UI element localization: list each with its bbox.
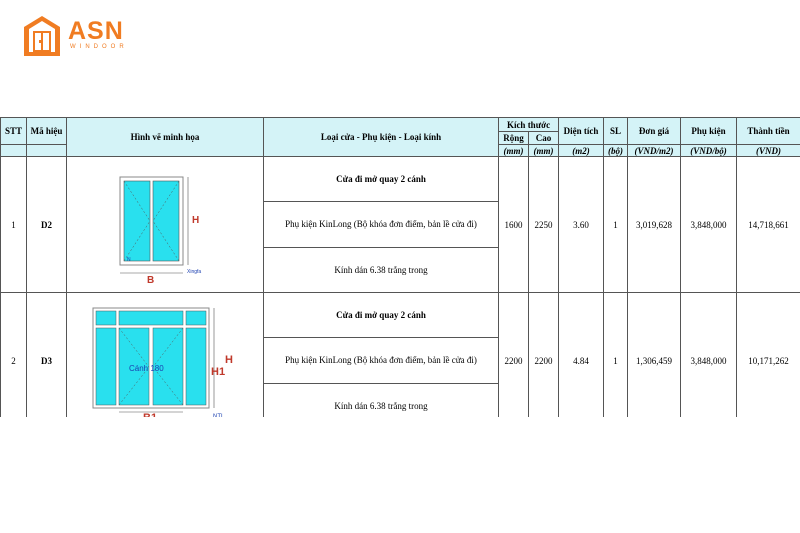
- door-type: Cửa đi mở quay 2 cánh: [264, 293, 499, 338]
- row-code: D3: [27, 293, 67, 429]
- profile-label: Xingfa: [187, 269, 202, 275]
- row-accessory: 3,848,000: [681, 157, 737, 293]
- header-code: Mã hiệu: [27, 118, 67, 145]
- header-unit-price: Đơn giá: [628, 118, 681, 145]
- header-accessory: Phụ kiện: [681, 118, 737, 145]
- row-stt: 1: [1, 157, 27, 293]
- header-width: Rộng: [499, 132, 529, 145]
- brand-name: ASN: [68, 17, 124, 45]
- header-size: Kích thước: [499, 118, 559, 132]
- row-unit-price: 1,306,459: [628, 293, 681, 429]
- dim-b-label: B: [147, 275, 155, 286]
- unit-height: (mm): [529, 145, 559, 157]
- header-type: Loại cửa - Phụ kiện - Loại kính: [264, 118, 499, 157]
- row-accessory: 3,848,000: [681, 293, 737, 429]
- row-code: D2: [27, 157, 67, 293]
- row-area: 3.60: [559, 157, 604, 293]
- house-logo-icon: [22, 14, 62, 58]
- fittings: Phụ kiện KinLong (Bộ khóa đơn điểm, bản lề cửa đi): [264, 202, 499, 247]
- fittings: Phụ kiện KinLong (Bộ khóa đơn điểm, bản lề cửa đi): [264, 338, 499, 383]
- table-row: [1, 293, 800, 338]
- glass: Kính dán 6.38 trắng trong: [264, 247, 499, 292]
- header-row: [1, 118, 800, 132]
- door-drawing-d3: [67, 293, 264, 429]
- unit-stt: [1, 145, 27, 157]
- unit-code: [27, 145, 67, 157]
- leaf-label: Cánh 180: [129, 364, 164, 373]
- door-type: Cửa đi mở quay 2 cánh: [264, 157, 499, 202]
- dim-h-label: H: [192, 215, 200, 226]
- row-area: 4.84: [559, 293, 604, 429]
- door-diagram-d2: [67, 157, 263, 292]
- unit-accessory: (VND/bộ): [681, 145, 737, 157]
- row-height: 2200: [529, 293, 559, 429]
- unit-qty: (bộ): [604, 145, 628, 157]
- unit-area: (m2): [559, 145, 604, 157]
- header-total: Thành tiền: [737, 118, 800, 145]
- door-drawing-d2: [67, 157, 264, 293]
- row-qty: 1: [604, 293, 628, 429]
- brand-tagline: WINDOOR: [70, 44, 128, 50]
- glass: Kính dán 6.38 trắng trong: [264, 383, 499, 428]
- row-width: 1600: [499, 157, 529, 293]
- row-width: 2200: [499, 293, 529, 429]
- page-bottom-blank: [0, 417, 800, 533]
- row-total: 14,718,661: [737, 157, 800, 293]
- row-stt: 2: [1, 293, 27, 429]
- opening-label: N: [127, 257, 131, 263]
- row-unit-price: 3,019,628: [628, 157, 681, 293]
- header-height: Cao: [529, 132, 559, 145]
- header-stt: STT: [1, 118, 27, 145]
- dim-h1-label: H1: [211, 366, 226, 378]
- quotation-table: [0, 117, 800, 429]
- table-row: [1, 157, 800, 202]
- door-diagram-d3: [67, 293, 263, 428]
- dim-h-label: H: [225, 354, 233, 366]
- row-total: 10,171,262: [737, 293, 800, 429]
- header-qty: SL: [604, 118, 628, 145]
- unit-width: (mm): [499, 145, 529, 157]
- row-height: 2250: [529, 157, 559, 293]
- row-qty: 1: [604, 157, 628, 293]
- unit-total: (VND): [737, 145, 800, 157]
- header-drawing: Hình vẽ minh họa: [67, 118, 264, 157]
- unit-unit-price: (VND/m2): [628, 145, 681, 157]
- header-area: Diện tích: [559, 118, 604, 145]
